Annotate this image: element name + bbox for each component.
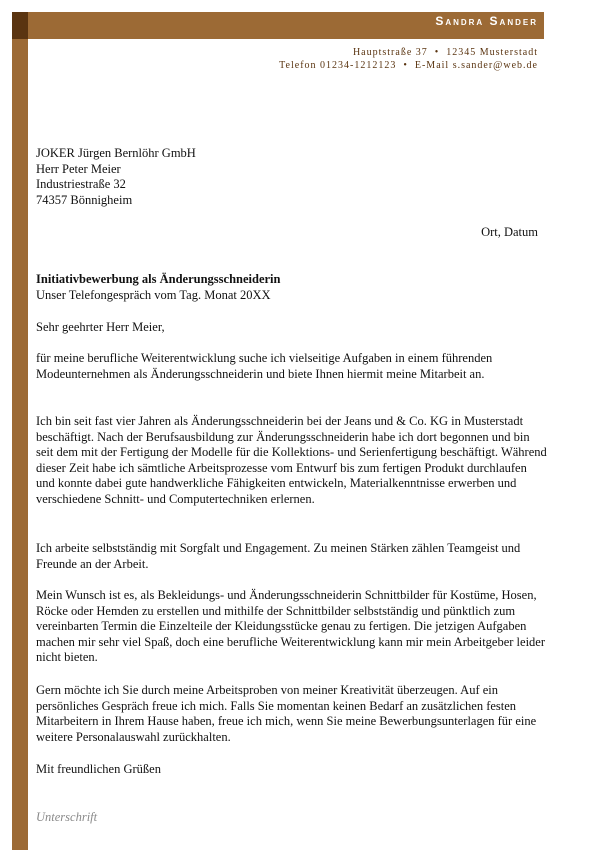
recipient-line: Herr Peter Meier: [36, 161, 121, 176]
body-paragraph: für meine berufliche Weiterentwicklung suche ich vielseitige Aufgaben in einem führenden Modeunternehmen als Änderungsschneiderin und biete Ihnen hiermit meine Mitarbeit an.: [36, 351, 493, 381]
body-paragraph: Gern möchte ich Sie durch meine Arbeitsproben von meiner Kreativität überzeugen. Auf ein persönliches Gespräch freue ich mich. Falls Sie momentan keinen Bedarf an zusätzlichen festen Mitarbeitern in Ihrem Hause haben, freue ich mich, wenn Sie meine Bewerbungsunterlagen für eine weitere Personalauswahl zurückhalten.: [36, 683, 537, 744]
salutation: Sehr geehrter Herr Meier,: [36, 320, 165, 334]
date-line: Ort, Datum: [481, 225, 538, 239]
subject-title: Initiativbewerbung als Änderungsschneiderin: [36, 272, 281, 286]
recipient-line: JOKER Jürgen Bernlöhr GmbH: [36, 146, 196, 160]
sender-contact: Telefon 01234-1212123 • E-Mail s.sander@web.de: [279, 60, 538, 71]
recipient-block: [36, 146, 548, 208]
body-paragraph: Mein Wunsch ist es, als Bekleidungs- und Änderungsschneiderin Schnittbilder für Kostüme, Hosen, Röcke oder Hemden zu erstellen und mithilfe der Schnittbilder selbstständig und pünktlich zum vereinbarten Termin die Einzelteile der Kleidungsstücke genau zu fertigen. Die jetzigen Aufgaben machen mir sehr viel Spaß, doch eine berufliche Weiterentwicklung kann mir mein Arbeitgeber leider nicht bieten.: [36, 588, 546, 664]
sender-name: Sandra Sander: [435, 14, 538, 28]
header-corner-block: [12, 12, 28, 39]
closing: Mit freundlichen Grüßen: [36, 762, 161, 776]
recipient-line: Industriestraße 32: [36, 177, 126, 191]
left-accent-bar: [12, 12, 28, 850]
signature: Unterschrift: [36, 810, 98, 824]
body-paragraph: Ich bin seit fast vier Jahren als Änderungsschneiderin bei der Jeans und & Co. KG in Musterstadt beschäftigt. Nach der Berufsausbildung zur Änderungsschneiderin habe ich dort begonnen und bin seit dem mit der Fertigung der Modelle für die Kollektions- und Serienfertigung beschäftigt. Während dieser Zeit habe ich sämtliche Arbeitsprozesse vom Entwurf bis zum fertigen Produkt durchlaufen und konnte dabei gute handwerkliche Fähigkeiten entwickeln, Materialkenntnisse erwerben und verschiedene Schnitt- und Computertechniken erlernen.: [36, 414, 547, 506]
body-paragraph: Ich arbeite selbstständig mit Sorgfalt und Engagement. Zu meinen Stärken zählen Teamgeist und Freunde an der Arbeit.: [36, 541, 521, 571]
recipient-line: 74357 Bönnigheim: [36, 192, 133, 207]
subject-reference: Unser Telefongespräch vom Tag. Monat 20XX: [36, 288, 271, 302]
sender-address: Hauptstraße 37 • 12345 Musterstadt: [352, 47, 538, 58]
